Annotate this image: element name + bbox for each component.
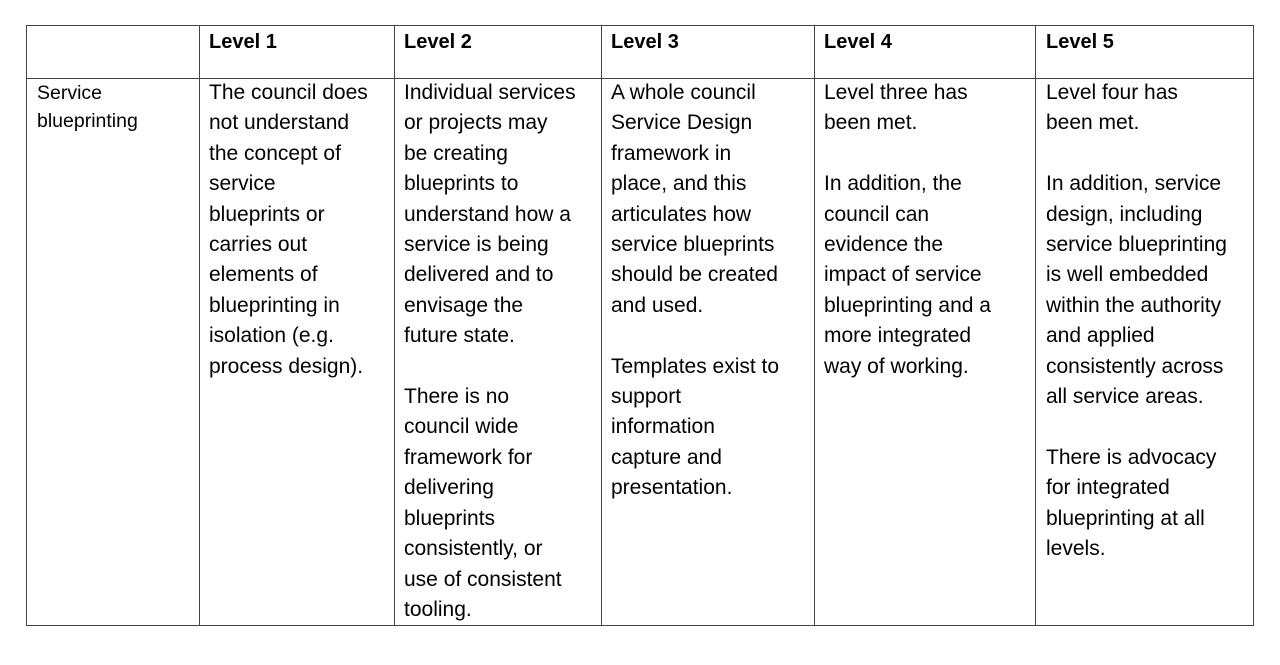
row-label-service-blueprinting: Service blueprinting: [37, 82, 138, 132]
header-level-1: Level 1: [209, 31, 277, 53]
column-divider: [601, 26, 602, 625]
cell-level-1: The council does not understand the concept of service blueprints or carries out elements of blueprinting in isolation (e.g. process design).: [209, 81, 368, 378]
column-divider: [814, 26, 815, 625]
column-divider: [199, 26, 200, 625]
column-divider: [1035, 26, 1036, 625]
cell-level-4: Level three has been met. In addition, the council can evidence the impact of service blueprinting and a more integrated way of working.: [824, 81, 991, 378]
column-divider: [394, 26, 395, 625]
cell-level-5: Level four has been met. In addition, service design, including service blueprinting is well embedded within the authority and applied consistently across all service areas. There is advocacy for integrated blueprinting at all levels.: [1046, 81, 1227, 561]
header-level-4: Level 4: [824, 31, 892, 53]
cell-level-3: A whole council Service Design framework in place, and this articulates how service blueprints should be created and used. Templates exist to support information capture and presentation.: [611, 81, 780, 500]
header-level-3: Level 3: [611, 31, 679, 53]
maturity-table: [26, 25, 1254, 626]
cell-level-2: Individual services or projects may be creating blueprints to understand how a service is being delivered and to envisage the future state. There is no council wide framework for delivering blueprints consistently, or use of consistent tooling.: [404, 81, 576, 621]
header-level-5: Level 5: [1046, 31, 1114, 53]
header-level-2: Level 2: [404, 31, 472, 53]
